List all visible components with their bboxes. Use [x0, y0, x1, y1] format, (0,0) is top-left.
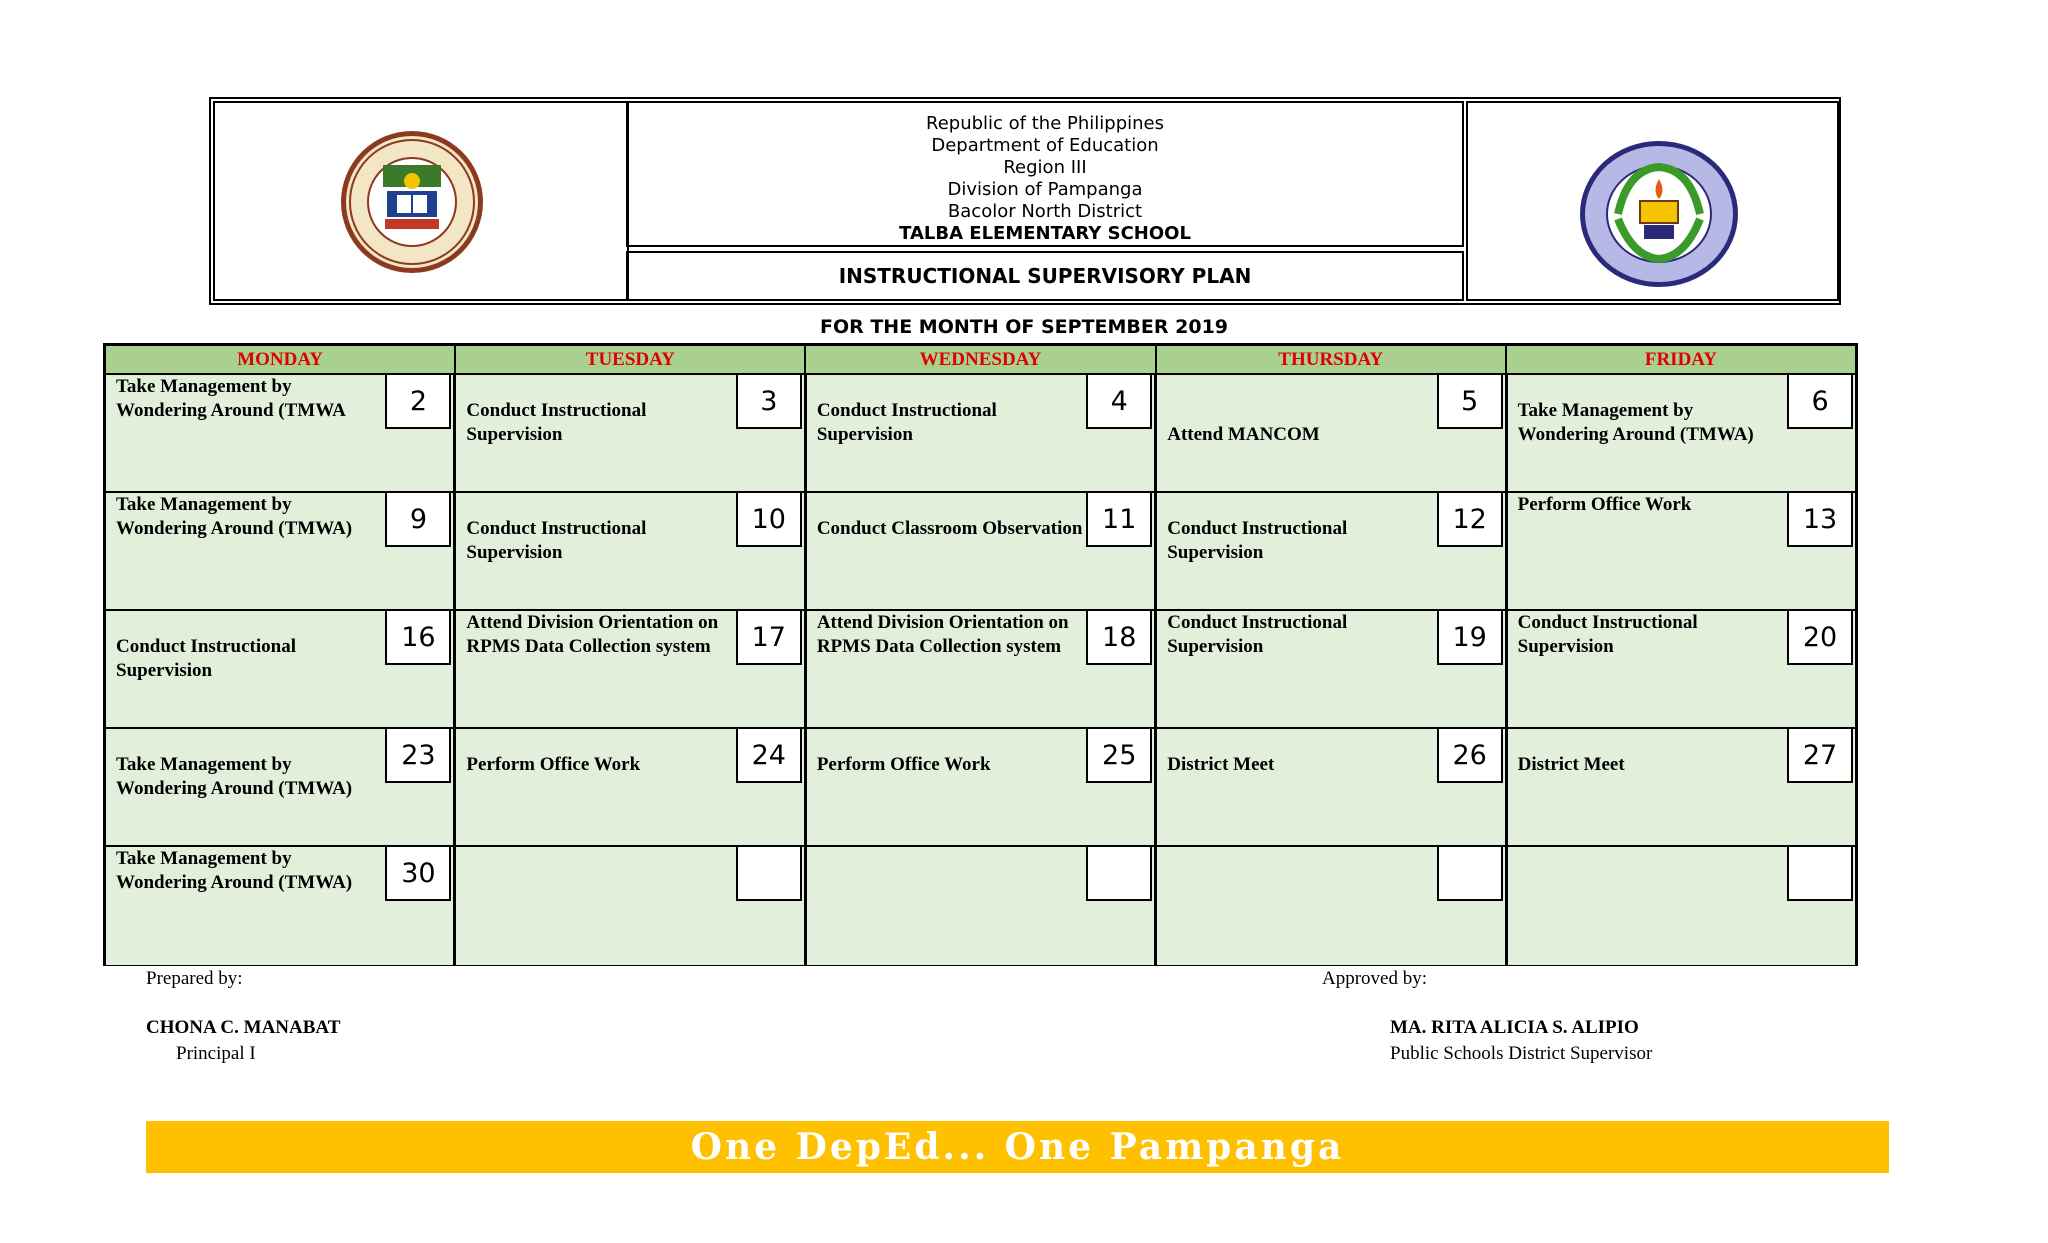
day-header-monday: MONDAY [106, 346, 456, 373]
activity-text: Take Management by Wondering Around (TMWA) [116, 754, 353, 799]
day-number: 3 [736, 373, 802, 429]
approved-by-title: Public Schools District Supervisor [1390, 1043, 1653, 1064]
activity-text: Attend Division Orientation on RPMS Data Collection system [466, 612, 719, 657]
day-number [1787, 845, 1853, 901]
day-number: 5 [1437, 373, 1503, 429]
prepared-by-name: CHONA C. MANABAT [146, 1017, 341, 1038]
day-number [1086, 845, 1152, 901]
header-agency-lines [626, 101, 1464, 247]
header-line: Region III [1003, 157, 1087, 178]
calendar-cell [106, 847, 456, 965]
day-header-wednesday: WEDNESDAY [806, 346, 1156, 373]
week-row [106, 847, 1855, 965]
calendar-cell [456, 729, 806, 845]
prepared-by-title: Principal I [176, 1043, 256, 1064]
activity-text: Attend Division Orientation on RPMS Data Collection system [816, 612, 1069, 657]
activity-text: Perform Office Work [1517, 494, 1692, 515]
calendar-cell [456, 493, 806, 609]
day-number: 4 [1086, 373, 1152, 429]
calendar-cell [807, 729, 1157, 845]
calendar-cell [1508, 493, 1855, 609]
day-number: 30 [385, 845, 451, 901]
prepared-by-label: Prepared by: [146, 968, 243, 989]
day-number [736, 845, 802, 901]
header-line: Bacolor North District [947, 201, 1143, 222]
logo-left-cell [213, 101, 629, 301]
week-row [106, 493, 1855, 611]
calendar-cell [1508, 847, 1855, 965]
day-number: 10 [736, 491, 802, 547]
calendar-cell [1157, 375, 1507, 491]
activity-text: Conduct Instructional Supervision [1167, 612, 1348, 657]
day-number: 25 [1086, 727, 1152, 783]
activity-text: Perform Office Work [466, 754, 641, 775]
day-number: 19 [1437, 609, 1503, 665]
activity-text: Conduct Instructional Supervision [816, 400, 997, 445]
header-line: Department of Education [931, 135, 1159, 156]
school-seal-logo [1578, 139, 1740, 289]
calendar-cell [1157, 729, 1507, 845]
header-line: Republic of the Philippines [926, 113, 1164, 134]
activity-text: Conduct Instructional Supervision [466, 400, 647, 445]
day-number: 12 [1437, 491, 1503, 547]
month-title: FOR THE MONTH OF SEPTEMBER 2019 [819, 316, 1229, 338]
day-number: 23 [385, 727, 451, 783]
calendar-cell [456, 611, 806, 727]
day-number: 11 [1086, 491, 1152, 547]
day-number [1437, 845, 1503, 901]
calendar-cell [1157, 611, 1507, 727]
activity-text: Conduct Instructional Supervision [116, 636, 296, 681]
day-number: 2 [385, 373, 451, 429]
activity-text: Take Management by Wondering Around (TMWA) [116, 848, 353, 893]
approved-by-name: MA. RITA ALICIA S. ALIPIO [1390, 1017, 1639, 1038]
calendar-cell [1508, 729, 1855, 845]
activity-text: Take Management by Wondering Around (TMWA) [116, 494, 353, 539]
day-number: 9 [385, 491, 451, 547]
week-row [106, 611, 1855, 729]
activity-text: Conduct Classroom Observation [816, 518, 1083, 539]
week-row [106, 729, 1855, 847]
calendar-cell [106, 493, 456, 609]
day-number: 20 [1787, 609, 1853, 665]
day-number: 27 [1787, 727, 1853, 783]
calendar-cell [1157, 847, 1507, 965]
calendar-cell [807, 493, 1157, 609]
day-header-thursday: THURSDAY [1157, 346, 1507, 373]
day-number: 6 [1787, 373, 1853, 429]
logo-right-cell [1466, 101, 1839, 301]
activity-text: Conduct Instructional Supervision [1517, 612, 1698, 657]
activity-text: Conduct Instructional Supervision [466, 518, 647, 563]
day-header-row [106, 346, 1855, 375]
calendar-cell [106, 729, 456, 845]
day-number: 13 [1787, 491, 1853, 547]
week-row [106, 375, 1855, 493]
calendar-cell [807, 375, 1157, 491]
calendar-cell [1508, 611, 1855, 727]
day-number: 17 [736, 609, 802, 665]
activity-text: Take Management by Wondering Around (TMWA [116, 376, 346, 421]
calendar-cell [456, 847, 806, 965]
day-header-friday: FRIDAY [1507, 346, 1855, 373]
activity-text: Conduct Instructional Supervision [1167, 518, 1348, 563]
calendar-table [103, 343, 1858, 966]
activity-text: Attend MANCOM [1167, 424, 1320, 445]
activity-text: Perform Office Work [816, 754, 991, 775]
activity-text: District Meet [1517, 754, 1625, 775]
activity-text: Take Management by Wondering Around (TMWA) [1517, 400, 1754, 445]
calendar-cell [1508, 375, 1855, 491]
day-number: 18 [1086, 609, 1152, 665]
calendar-cell [456, 375, 806, 491]
day-number: 26 [1437, 727, 1503, 783]
calendar-cell [106, 611, 456, 727]
school-name: TALBA ELEMENTARY SCHOOL [899, 223, 1191, 244]
calendar-cell [106, 375, 456, 491]
calendar-cell [1157, 493, 1507, 609]
approved-by-label: Approved by: [1322, 968, 1428, 989]
header-block [209, 97, 1841, 305]
day-number: 24 [736, 727, 802, 783]
day-number: 16 [385, 609, 451, 665]
activity-text: District Meet [1167, 754, 1275, 775]
plan-title: INSTRUCTIONAL SUPERVISORY PLAN [626, 251, 1464, 301]
deped-seal-logo [339, 129, 485, 275]
footer-banner: One DepEd... One Pampanga [146, 1121, 1889, 1173]
header-line: Division of Pampanga [947, 179, 1143, 200]
day-header-tuesday: TUESDAY [456, 346, 806, 373]
calendar-cell [807, 847, 1157, 965]
calendar-cell [807, 611, 1157, 727]
